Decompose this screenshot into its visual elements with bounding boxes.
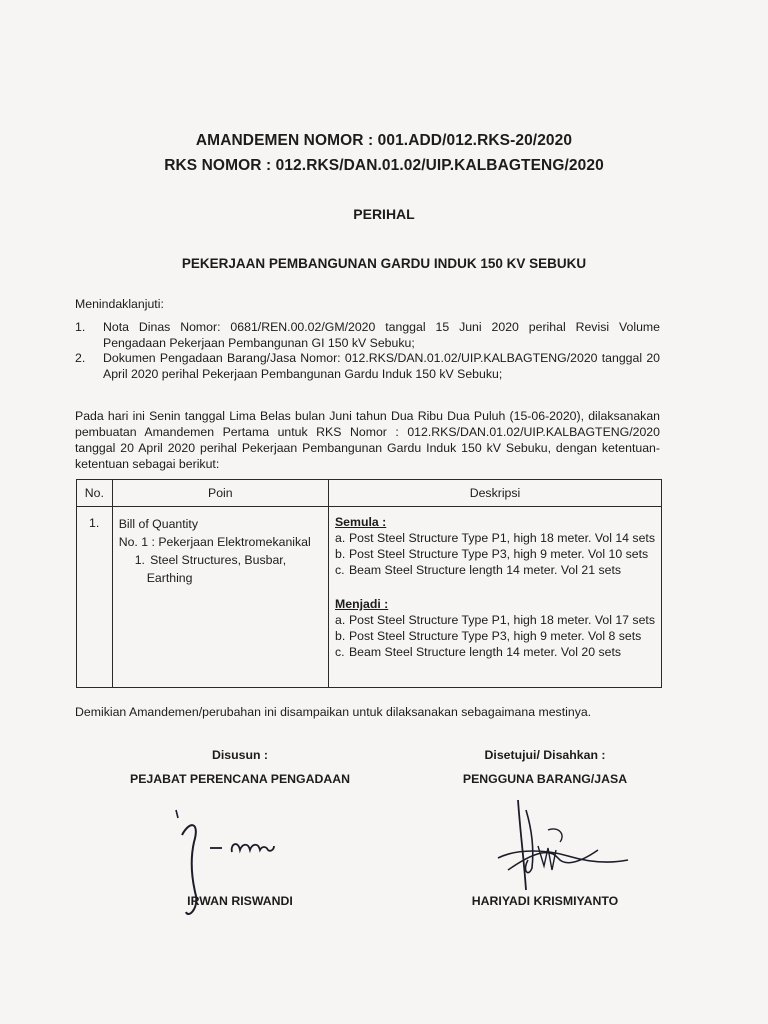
list-letter: a. — [334, 613, 346, 627]
right-signature-label: Disetujui/ Disahkan : — [484, 748, 606, 762]
list-item — [335, 628, 655, 644]
list-letter: c. — [334, 645, 345, 659]
left-signature-label: Disusun : — [211, 748, 269, 762]
reference-text: Nota Dinas Nomor: 0681/REN.00.02/GM/2020 tanggal 15 Juni 2020 perihal Revisi Volume Pengadaan Pekerjaan Pembangunan GI 150 kV Sebuku; — [103, 320, 660, 350]
list-text: Beam Steel Structure length 14 meter. Vol 20 sets — [348, 645, 622, 659]
list-letter: a. — [334, 531, 346, 545]
right-signature-icon — [488, 790, 638, 900]
reference-text: Dokumen Pengadaan Barang/Jasa Nomor: 012.RKS/DAN.01.02/UIP.KALBAGTENG/2020 tanggal 20 April 2020 perihal Pekerjaan Pembangunan Gardu Induk 150 kV Sebuku; — [103, 351, 660, 381]
list-text: Post Steel Structure Type P1, high 18 meter. Vol 14 sets — [348, 531, 655, 545]
list-letter: b. — [334, 547, 346, 561]
list-item — [335, 562, 655, 578]
table-row — [77, 507, 662, 688]
references-intro: Menindaklanjuti: — [75, 297, 164, 311]
right-signature-role: PENGGUNA BARANG/JASA — [462, 772, 628, 786]
poin-item — [119, 551, 322, 569]
poin-subtitle: No. 1 : Pekerjaan Elektromekanikal — [118, 535, 311, 549]
list-item — [335, 530, 655, 546]
list-item — [335, 546, 655, 562]
poin-title: Bill of Quantity — [118, 517, 198, 531]
reference-number: 1. — [75, 320, 86, 334]
poin-cell — [112, 507, 328, 688]
list-item — [335, 612, 655, 628]
reference-number: 2. — [75, 351, 86, 365]
closing-statement: Demikian Amandemen/perubahan ini disampaikan untuk dilaksanakan sebagaimana mestinya. — [75, 705, 592, 719]
right-signatory-name: HARIYADI KRISMIYANTO — [471, 894, 619, 908]
poin-item-number: 1. — [134, 553, 145, 567]
amendment-table — [76, 479, 662, 688]
body-paragraph: Pada hari ini Senin tanggal Lima Belas bulan Juni tahun Dua Ribu Dua Puluh (15-06-2020), dilaksanakan pembuatan Amandemen Pertama untuk RKS Nomor : 012.RKS/DAN.01.02/UIP.KALBAGTENG/2020 tanggal 20 April 2020 perihal Pekerjaan Pembangunan Gardu Induk 150 kV Sebuku, dengan ketentuan-ketentuan sebagai berikut: — [75, 409, 660, 471]
perihal-heading: PERIHAL — [353, 206, 415, 222]
list-letter: c. — [334, 563, 345, 577]
rks-number-title: RKS NOMOR : 012.RKS/DAN.01.02/UIP.KALBAGTENG/2020 — [164, 157, 604, 174]
poin-item-text: Steel Structures, Busbar, — [150, 553, 287, 567]
row-number: 1. — [77, 507, 113, 688]
deskripsi-cell — [328, 507, 661, 688]
list-text: Post Steel Structure Type P1, high 18 meter. Vol 17 sets — [348, 613, 655, 627]
list-text: Post Steel Structure Type P3, high 9 meter. Vol 10 sets — [348, 547, 649, 561]
column-header-no: No. — [77, 480, 113, 507]
menjadi-label: Menjadi : — [334, 597, 389, 611]
table-header-row — [77, 480, 662, 507]
semula-label: Semula : — [334, 515, 387, 529]
amendment-number-title: AMANDEMEN NOMOR : 001.ADD/012.RKS-20/2020 — [195, 132, 573, 149]
left-signature-role: PEJABAT PERENCANA PENGADAAN — [130, 772, 350, 786]
left-signatory-name: IRWAN RISWANDI — [187, 894, 293, 908]
column-header-poin: Poin — [112, 480, 328, 507]
poin-item-continued: Earthing — [146, 571, 193, 585]
list-text: Post Steel Structure Type P3, high 9 meter. Vol 8 sets — [348, 629, 642, 643]
list-item — [335, 644, 655, 660]
list-letter: b. — [334, 629, 346, 643]
subject-heading: PEKERJAAN PEMBANGUNAN GARDU INDUK 150 KV SEBUKU — [181, 256, 587, 271]
list-text: Beam Steel Structure length 14 meter. Vol 21 sets — [348, 563, 622, 577]
column-header-deskripsi: Deskripsi — [328, 480, 661, 507]
